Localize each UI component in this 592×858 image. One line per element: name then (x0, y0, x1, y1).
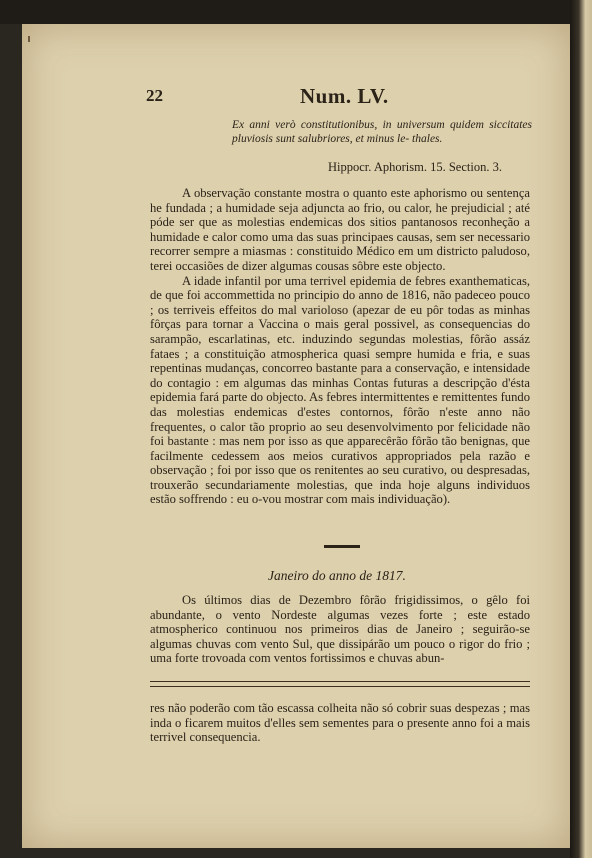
paragraph-1: A observação constante mostra o quanto este aphorismo ou sentença he fundada ; a humidade seja adjuncta ao frio, ou calor, he prejudicial ; até póde ser que as molestias endemicas dos sitios pantanosos reconheção a humidade e calor como uma das suas principaes causas, sem ser necessario recorrer sempre a miasmas : constituido Médico em um districto paludoso, terei occasiões de dizer algumas cousas sôbre este objecto. (150, 186, 530, 273)
book-spine (570, 0, 592, 858)
page-mark (28, 36, 30, 42)
footer-text-block (150, 701, 530, 745)
section-heading: Janeiro do anno de 1817. (268, 568, 406, 583)
page-number: 22 (146, 86, 163, 105)
section-paragraph: Os últimos dias de Dezembro fôrão frigidissimos, o gêlo foi abundante, o vento Nordeste algumas vezes forte ; este estado atmospherico continuou nos primeiros dias de Janeiro ; seguirão-se algumas chuvas com vento Sul, que dissipárão um pouco o rigor do frio ; uma forte trovoada com ventos fortissimos e chuvas abun- (150, 593, 530, 666)
footer-text: res não poderão com tão escassa colheita não só cobrir suas despezas ; mas inda o ficarem muitos d'elles sem sementes para o presente anno foi a mais terrivel consequencia. (150, 701, 530, 745)
paragraph-2: A idade infantil por uma terrivel epidemia de febres exanthematicas, de que foi accommettida no principio do anno de 1816, não padeceo pouco ; os terriveis effeitos do mal varioloso (apezar de eu pôr todas as minhas fôrças para tornar a Vaccina o mais geral possivel, as consequencias do sarampão, escarlatinas, etc. induzindo segundas molestias, fôrão assáz fataes ; a constituição atmospherica quasi sempre humida e fria, e suas repentinas mudanças, concorreo bastante para a conservação, e intensidade do contagio : em algumas das minhas Contas futuras a descripção d'ésta epidemia fará parte do objecto. As febres intermittentes e remittentes fundo das molestias endemicas d'estes contornos, fôrão n'este anno não frequentes, o calor tão proprio ao seu desenvolvimento por felicidade não foi bastante : mas nem por isso as que apparecêrão fôrão tão benignas, que facilmente cedessem aos meios curativos appropriados pela razão e observação ; foi por isso que os renitentes ao seu curativo, ou despresadas, trouxerão secundariamente molestias, que inda hoje alguns individuos estão soffrendo : eu o-vou mostrar com mais individuação). (150, 273, 530, 507)
epigraph-attribution: Hippocr. Aphorism. 15. Section. 3. (328, 160, 502, 174)
scan-top-band (0, 0, 592, 24)
separator-rule-2 (150, 686, 530, 687)
separator-rule-1 (150, 681, 530, 682)
main-text (150, 186, 530, 507)
running-head: Num. LV. (300, 84, 389, 108)
epigraph-text: Ex anni verò constitutionibus, in universum quidem siccitates pluviosis sunt salubriores, et minus le- thales. (232, 119, 532, 145)
section-text (150, 593, 530, 666)
section-rule (324, 545, 360, 548)
